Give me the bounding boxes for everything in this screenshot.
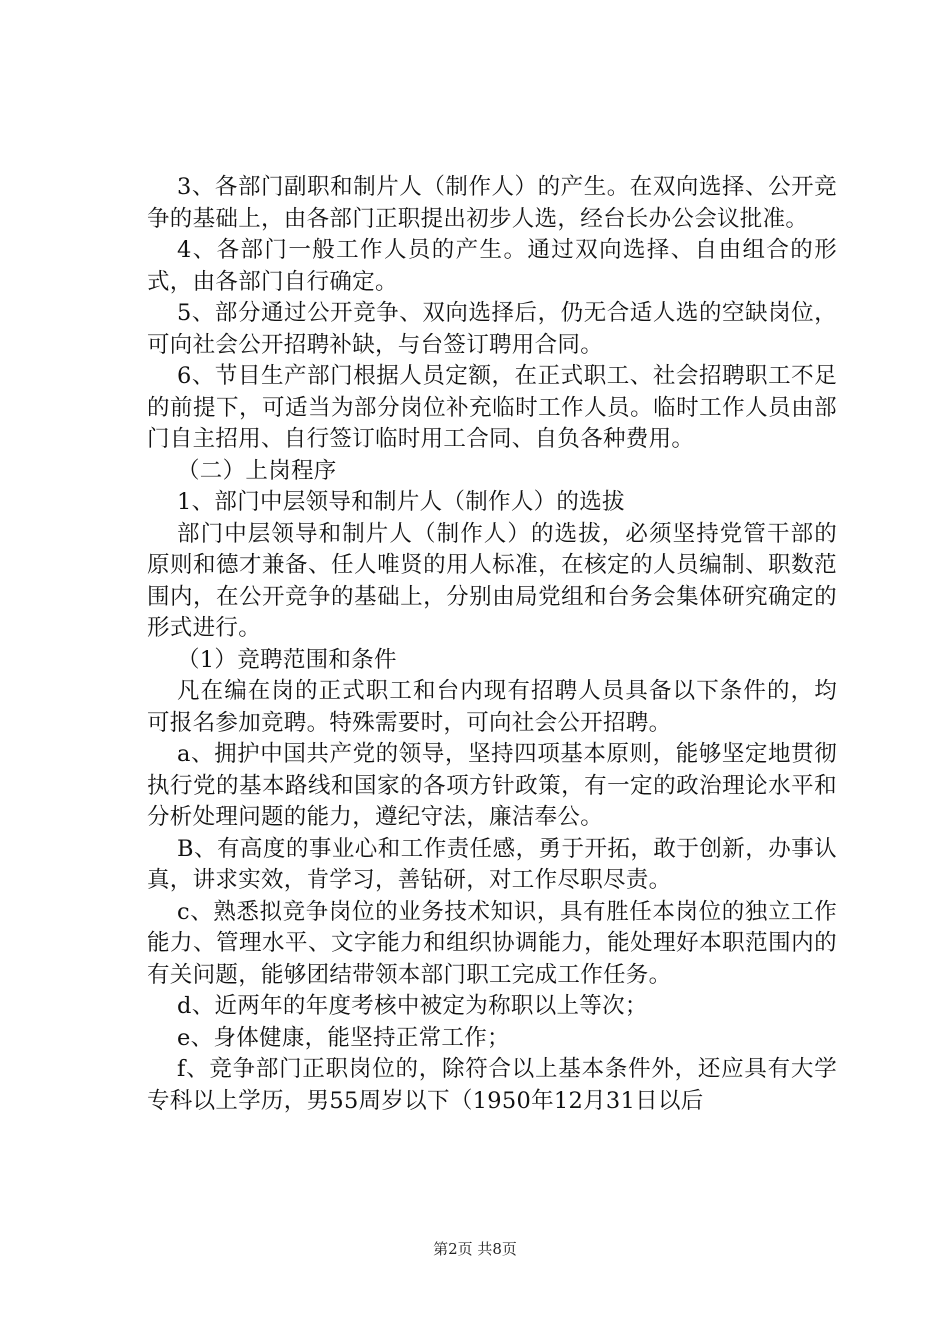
condition-f: f、竞争部门正职岗位的，除符合以上基本条件外，还应具有大学专科以上学历，男55周岁以下（1950年12月31日以后	[147, 1056, 837, 1114]
condition-a: a、拥护中国共产党的领导，坚持四项基本原则，能够坚定地贯彻执行党的基本路线和国家的各项方针政策，有一定的政治理论水平和分析处理问题的能力，遵纪守法，廉洁奉公。	[147, 741, 837, 830]
condition-c: c、熟悉拟竞争岗位的业务技术知识，具有胜任本岗位的独立工作能力、管理水平、文字能力和组织协调能力，能处理好本职范围内的有关问题，能够团结带领本部门职工完成工作任务。	[147, 898, 837, 988]
condition-b: B、有高度的事业心和工作责任感，勇于开拓，敢于创新，办事认真，讲求实效，肯学习，善钻研，对工作尽职尽责。	[147, 835, 837, 893]
section-heading: （二）上岗程序	[177, 457, 337, 484]
paragraph-2: 4、各部门一般工作人员的产生。通过双向选择、自由组合的形式，由各部门自行确定。	[147, 237, 837, 295]
subsection-heading: 1、部门中层领导和制片人（制作人）的选拔	[177, 489, 625, 515]
paragraph-5: 部门中层领导和制片人（制作人）的选拔，必须坚持党管干部的原则和德才兼备、任人唯贤的用人标准，在核定的人员编制、职数范围内，在公开竞争的基础上，分别由局党组和台务会集体研究确定的形式进行。	[147, 520, 837, 641]
paragraph-1: 3、各部门副职和制片人（制作人）的产生。在双向选择、公开竞争的基础上，由各部门正职提出初步人选，经台长办公会议批准。	[147, 174, 837, 232]
document-body	[147, 172, 837, 1117]
paragraph-3: 5、部分通过公开竞争、双向选择后，仍无合适人选的空缺岗位，可向社会公开招聘补缺，与台签订聘用合同。	[147, 300, 837, 358]
item-heading: （1）竞聘范围和条件	[177, 646, 397, 673]
page-footer: 第2页 共8页	[433, 1240, 517, 1258]
condition-d: d、近两年的年度考核中被定为称职以上等次；	[177, 993, 648, 1019]
condition-e: e、身体健康，能坚持正常工作；	[177, 1024, 510, 1051]
paragraph-4: 6、节目生产部门根据人员定额，在正式职工、社会招聘职工不足的前提下，可适当为部分岗位补充临时工作人员。临时工作人员由部门自主招用、自行签订临时用工合同、自负各种费用。	[147, 363, 837, 452]
paragraph-6: 凡在编在岗的正式职工和台内现有招聘人员具备以下条件的，均可报名参加竞聘。特殊需要时，可向社会公开招聘。	[147, 678, 837, 736]
